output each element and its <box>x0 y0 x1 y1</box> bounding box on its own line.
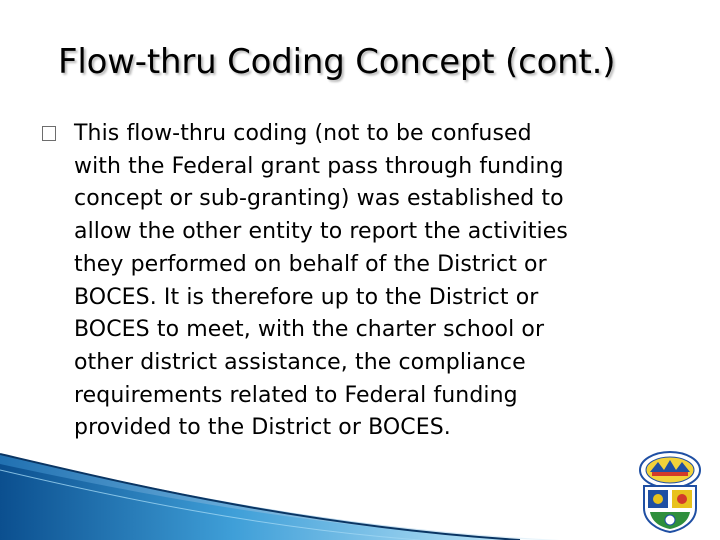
body-line: with the Federal grant pass through funding <box>74 153 564 179</box>
body-line: provided to the District or BOCES. <box>74 415 451 441</box>
slide-body <box>42 118 682 445</box>
emblem-logo-icon <box>636 448 704 534</box>
slide-title: Flow-thru Coding Concept (cont.) <box>58 42 616 82</box>
bullet-text <box>74 118 682 445</box>
body-line: concept or sub-granting) was established to <box>74 186 564 212</box>
body-line: they performed on behalf of the District or <box>74 251 547 277</box>
body-line: requirements related to Federal funding <box>74 382 518 408</box>
bullet-item <box>42 118 682 445</box>
body-line: BOCES. It is therefore up to the District or <box>74 284 539 310</box>
body-line: allow the other entity to report the activities <box>74 219 568 245</box>
hollow-square-bullet-icon <box>42 126 56 141</box>
decorative-swoosh <box>0 440 720 540</box>
body-line: other district assistance, the compliance <box>74 349 526 375</box>
body-line: BOCES to meet, with the charter school or <box>74 317 545 343</box>
body-line: This flow-thru coding (not to be confused <box>74 121 532 146</box>
